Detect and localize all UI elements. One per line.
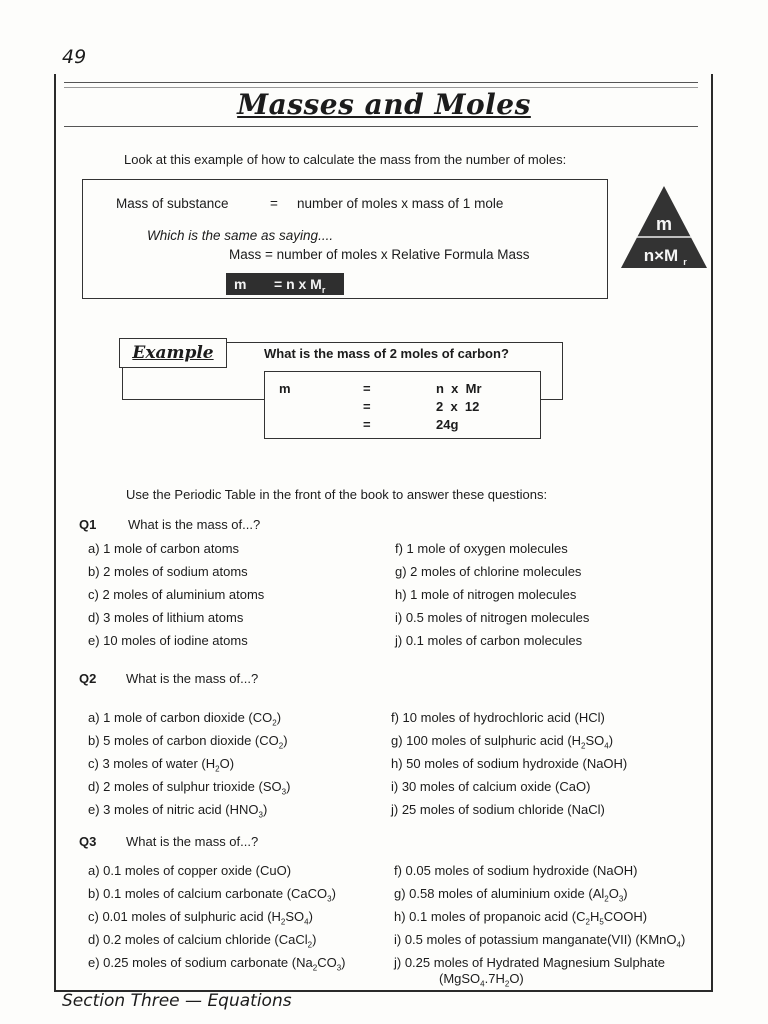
q3-right-item: f) 0.05 moles of sodium hydroxide (NaOH) (394, 863, 638, 878)
q2-right-item: f) 10 moles of hydrochloric acid (HCl) (391, 710, 605, 725)
triangle-bottom-sub: r (683, 257, 687, 267)
page-number: 49 (62, 46, 87, 68)
formula-equals: = (270, 196, 278, 211)
q2-left-item: e) 3 moles of nitric acid $(HNO_3)$ (88, 802, 268, 820)
q1-right-item: i) 0.5 moles of nitrogen molecules (395, 610, 590, 625)
calc-row3: 24g (436, 417, 459, 432)
q3-label: Q3 (79, 834, 97, 849)
q2-right-item: j) 25 moles of sodium chloride (NaCl) (391, 802, 605, 817)
q2-right-item: h) 50 moles of sodium hydroxide (NaOH) (391, 756, 628, 771)
formula-rhs: number of moles x mass of 1 mole (297, 196, 504, 211)
calc-row2: 2 x 12 (436, 399, 480, 414)
triangle-top: m (655, 214, 673, 234)
example-label: Example (119, 338, 227, 368)
instruction-text: Use the Periodic Table in the front of the book to answer these questions: (126, 487, 548, 502)
q1-label: Q1 (79, 517, 97, 532)
calc-eq3: = (363, 417, 371, 432)
q2-right-item: i) 30 moles of calcium oxide (CaO) (391, 779, 591, 794)
q3-j-continuation: $(MgSO_4.7H_2O)$ (439, 971, 524, 989)
bar-rhs: = n x $M_r$ (274, 276, 326, 295)
q3-left-item: b) 0.1 moles of calcium carbonate (CaCO$_3$) (88, 886, 336, 904)
mass-of-substance-label: Mass of substance (116, 196, 229, 211)
title-rule (64, 126, 698, 127)
mass-formula-line: Mass = number of moles x Relative Formula Mass (229, 247, 530, 262)
calc-m: m (279, 381, 291, 396)
bar-m: m (234, 276, 247, 292)
q2-left-item: d) 2 moles of sulphur trioxide $(SO_3)$ (88, 779, 291, 797)
section-footer: Section Three — Equations (62, 991, 292, 1011)
q3-right-item: g) 0.58 moles of aluminium oxide $(Al_2O_3)$ (394, 886, 628, 904)
calc-eq1: = (363, 381, 371, 396)
page-title: Masses and Moles (237, 88, 531, 121)
example-question: What is the mass of 2 moles of carbon? (264, 346, 509, 361)
q2-left-item: c) 3 moles of water $(H_2O)$ (88, 756, 235, 774)
q1-left-item: d) 3 moles of lithium atoms (88, 610, 244, 625)
q3-right-item: i) 0.5 moles of potassium manganate(VII) (KMnO$_4$) (394, 932, 686, 950)
q1-right-item: j) 0.1 moles of carbon molecules (395, 633, 583, 648)
same-as-text: Which is the same as saying.... (147, 228, 334, 243)
formula-triangle-icon (619, 184, 709, 270)
top-rule (64, 82, 698, 83)
calc-eq2: = (363, 399, 371, 414)
q1-text: What is the mass of...? (128, 517, 261, 532)
q1-right-item: g) 2 moles of chlorine molecules (395, 564, 582, 579)
calc-row1: n x Mr (436, 381, 482, 396)
q2-left-item: a) 1 mole of carbon dioxide $(CO_2)$ (88, 710, 282, 728)
q3-left-item: e) 0.25 moles of sodium carbonate $(Na_2CO_3)$ (88, 955, 346, 973)
q1-left-item: b) 2 moles of sodium atoms (88, 564, 248, 579)
q2-left-item: b) 5 moles of carbon dioxide $(CO_2)$ (88, 733, 288, 751)
formula-bar (226, 273, 344, 295)
triangle-bottom: n×M (643, 246, 679, 265)
q3-left-item: c) 0.01 moles of sulphuric acid $(H_2SO_4)$ (88, 909, 313, 927)
q3-left-item: a) 0.1 moles of copper oxide (CuO) (88, 863, 292, 878)
q1-right-item: h) 1 mole of nitrogen molecules (395, 587, 577, 602)
q1-right-item: f) 1 mole of oxygen molecules (395, 541, 568, 556)
q3-left-item: d) 0.2 moles of calcium chloride (CaCl$_2$) (88, 932, 317, 950)
q2-right-item: g) 100 moles of sulphuric acid $(H_2SO_4)$ (391, 733, 614, 751)
q1-left-item: e) 10 moles of iodine atoms (88, 633, 248, 648)
q2-text: What is the mass of...? (126, 671, 259, 686)
example-calc-box (264, 371, 541, 439)
q1-left-item: a) 1 mole of carbon atoms (88, 541, 240, 556)
q3-right-item: j) 0.25 moles of Hydrated Magnesium Sulphate (394, 955, 665, 970)
intro-text: Look at this example of how to calculate the mass from the number of moles: (124, 152, 567, 167)
q3-right-item: h) 0.1 moles of propanoic acid $(C_2H_5COOH)$ (394, 909, 648, 927)
q2-label: Q2 (79, 671, 97, 686)
q3-text: What is the mass of...? (126, 834, 259, 849)
q1-left-item: c) 2 moles of aluminium atoms (88, 587, 265, 602)
